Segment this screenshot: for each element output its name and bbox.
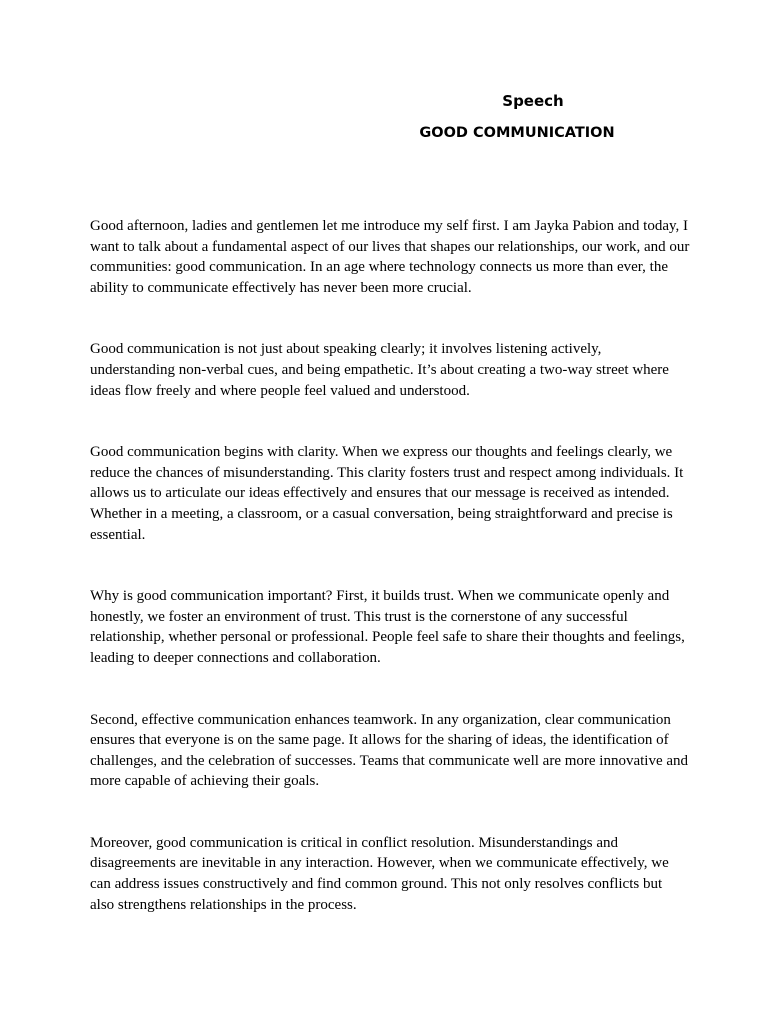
paragraph-teamwork: Second, effective communication enhances teamwork. In any organization, clear communication ensures that everyone is on the same page. It allows for the sharing of ideas, the identification of challenges, and the celebration of successes. Teams that communicate well are more innovative and more capable of achieving their goals.: [90, 711, 689, 790]
document-subtitle: GOOD COMMUNICATION: [419, 125, 615, 141]
paragraph-clarity: Good communication begins with clarity. When we express our thoughts and feelings clearly, we reduce the chances of misunderstanding. This clarity fosters trust and respect among individuals. It allows us to articulate our ideas effectively and ensures that our message is received as intended. Whether in a meeting, a classroom, or a casual conversation, being straightforward and precise is essential.: [90, 444, 684, 543]
paragraph-definition: Good communication is not just about speaking clearly; it involves listening actively, understanding non-verbal cues, and being empathetic. It’s about creating a two-way street where ideas flow freely and where people feel valued and understood.: [90, 341, 669, 399]
paragraph-intro: Good afternoon, ladies and gentlemen let me introduce my self first. I am Jayka Pabion and today, I want to talk about a fundamental aspect of our lives that shapes our relationships, our work, and our communities: good communication. In an age where technology connects us more than ever, the ability to communicate effectively has never been more crucial.: [90, 218, 690, 296]
document-title: Speech: [502, 92, 564, 110]
paragraph-conflict-resolution: Moreover, good communication is critical in conflict resolution. Misunderstandings and disagreements are inevitable in any interaction. However, when we communicate effectively, we can address issues constructively and find common ground. This not only resolves conflicts but also strengthens relationships in the process.: [90, 834, 669, 913]
document-body: [90, 216, 690, 956]
paragraph-trust: Why is good communication important? First, it builds trust. When we communicate openly and honestly, we foster an environment of trust. This trust is the cornerstone of any successful relationship, whether personal or professional. People feel safe to share their thoughts and feelings, leading to deeper connections and collaboration.: [90, 588, 685, 666]
